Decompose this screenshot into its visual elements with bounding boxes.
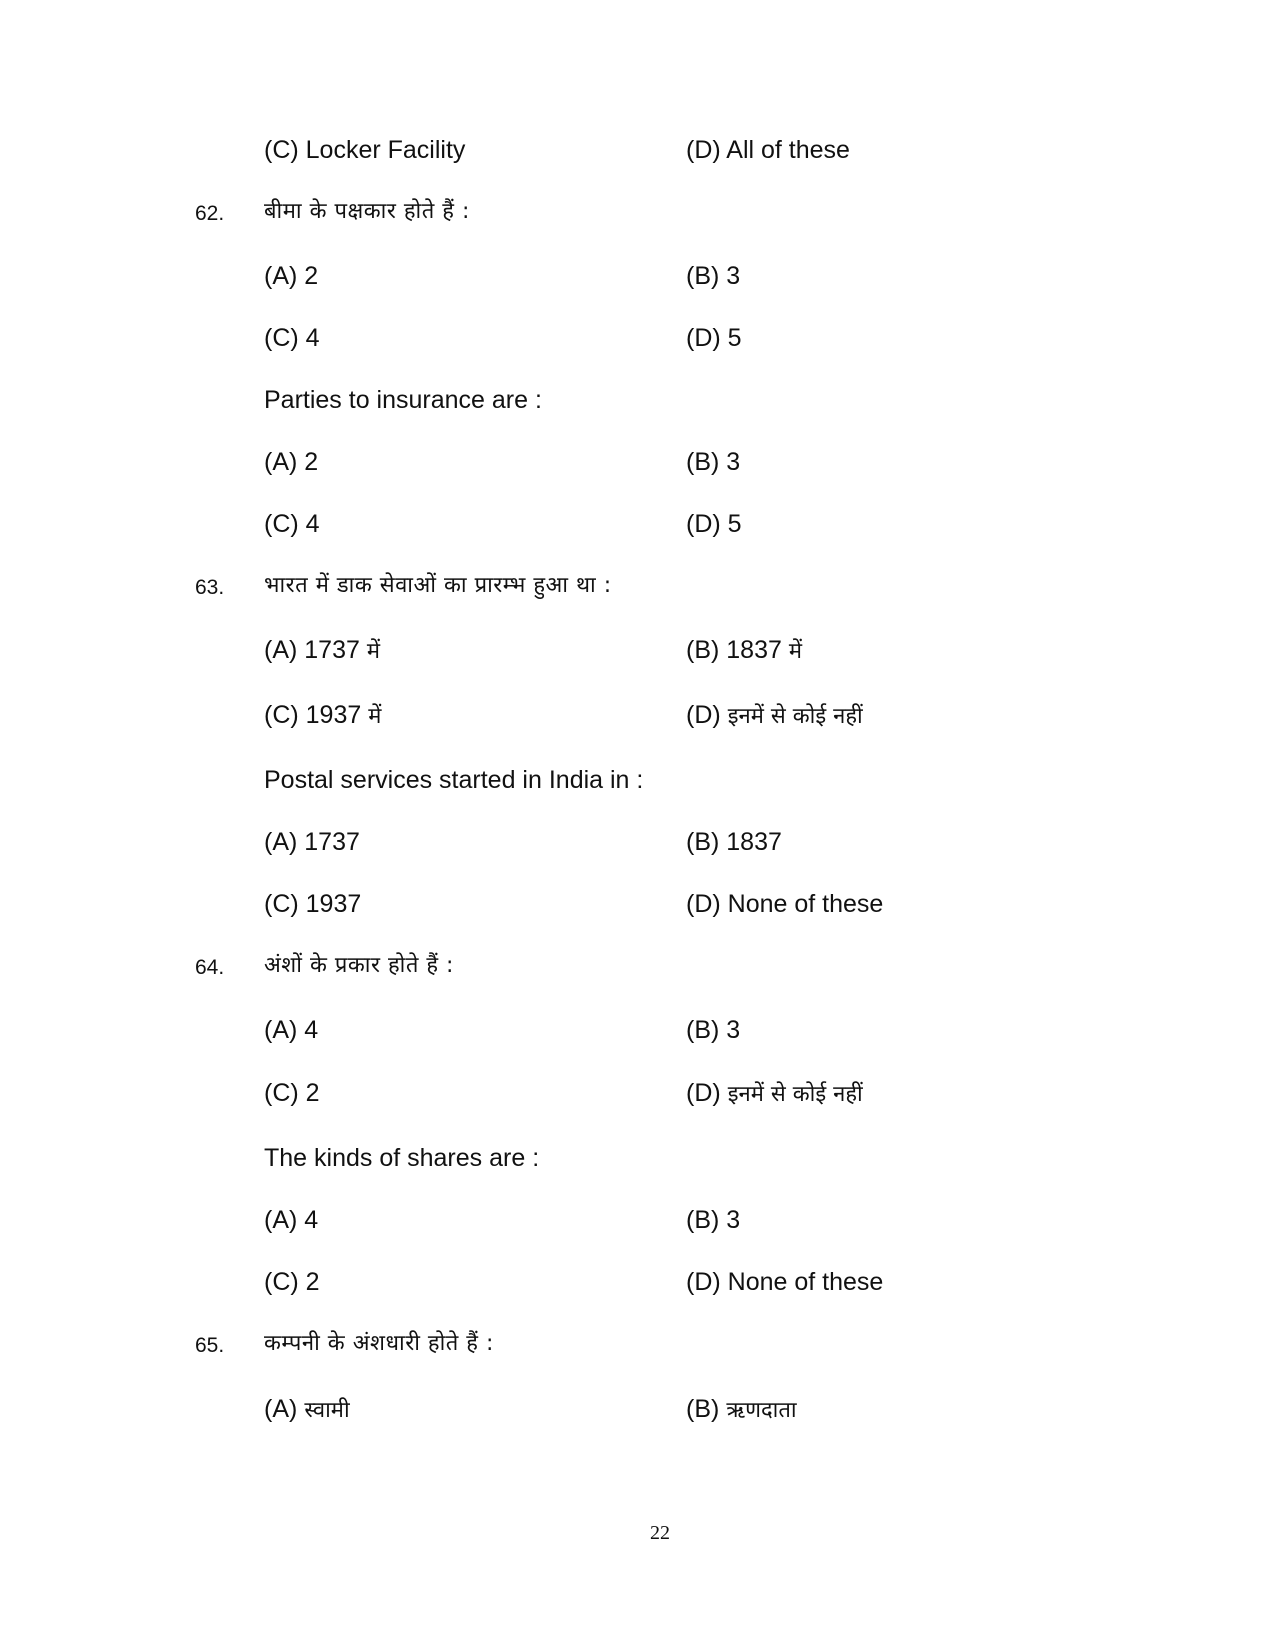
page-number: 22 xyxy=(650,1522,670,1544)
option-a: (A) 2 xyxy=(264,262,319,290)
options-row xyxy=(0,504,1275,544)
option-c: (C) 1937 में xyxy=(264,701,382,729)
options-row xyxy=(0,822,1275,862)
option-d: (D) इनमें से कोई नहीं xyxy=(686,701,863,729)
option-b: (B) ऋणदाता xyxy=(686,1395,797,1423)
option-d: (D) All of these xyxy=(686,136,850,164)
prev-question-options-row xyxy=(0,130,1275,170)
question-62-english xyxy=(0,380,1275,420)
question-text: बीमा के पक्षकार होते हैं : xyxy=(264,199,470,224)
options-row xyxy=(0,442,1275,482)
options-row xyxy=(0,1200,1275,1240)
question-text: कम्पनी के अंशधारी होते हैं : xyxy=(264,1331,494,1356)
option-c: (C) 2 xyxy=(264,1079,320,1107)
option-a: (A) स्वामी xyxy=(264,1395,350,1423)
options-row xyxy=(0,256,1275,296)
question-65-hindi xyxy=(0,1324,1275,1364)
option-d: (D) इनमें से कोई नहीं xyxy=(686,1079,863,1107)
question-63-hindi xyxy=(0,566,1275,606)
options-row xyxy=(0,1389,1275,1429)
option-c: (C) 4 xyxy=(264,324,320,352)
options-row xyxy=(0,695,1275,735)
option-d: (D) None of these xyxy=(686,890,884,918)
options-row xyxy=(0,630,1275,670)
option-b: (B) 1837 xyxy=(686,828,782,856)
question-text: The kinds of shares are : xyxy=(264,1144,540,1172)
option-b: (B) 3 xyxy=(686,1016,741,1044)
option-a: (A) 1737 xyxy=(264,828,360,856)
question-62-hindi xyxy=(0,192,1275,232)
options-row xyxy=(0,884,1275,924)
question-number: 65. xyxy=(195,1334,225,1357)
question-64-english xyxy=(0,1138,1275,1178)
option-c: (C) 2 xyxy=(264,1268,320,1296)
options-row xyxy=(0,318,1275,358)
option-c: (C) 4 xyxy=(264,510,320,538)
option-b: (B) 3 xyxy=(686,448,741,476)
question-text: Postal services started in India in : xyxy=(264,766,644,794)
options-row xyxy=(0,1262,1275,1302)
options-row xyxy=(0,1073,1275,1113)
question-text: अंशों के प्रकार होते हैं : xyxy=(264,953,454,978)
option-c: (C) Locker Facility xyxy=(264,136,466,164)
question-number: 63. xyxy=(195,576,225,599)
option-b: (B) 3 xyxy=(686,1206,741,1234)
options-row xyxy=(0,1010,1275,1050)
question-text: भारत में डाक सेवाओं का प्रारम्भ हुआ था : xyxy=(264,573,612,598)
option-a: (A) 2 xyxy=(264,448,319,476)
question-number: 62. xyxy=(195,202,225,225)
option-b: (B) 3 xyxy=(686,262,741,290)
option-d: (D) 5 xyxy=(686,510,742,538)
question-number: 64. xyxy=(195,956,225,979)
question-text: Parties to insurance are : xyxy=(264,386,542,414)
option-a: (A) 1737 में xyxy=(264,636,381,664)
option-d: (D) 5 xyxy=(686,324,742,352)
question-63-english xyxy=(0,760,1275,800)
question-64-hindi xyxy=(0,946,1275,986)
option-b: (B) 1837 में xyxy=(686,636,803,664)
option-a: (A) 4 xyxy=(264,1206,319,1234)
option-a: (A) 4 xyxy=(264,1016,319,1044)
option-d: (D) None of these xyxy=(686,1268,884,1296)
option-c: (C) 1937 xyxy=(264,890,362,918)
